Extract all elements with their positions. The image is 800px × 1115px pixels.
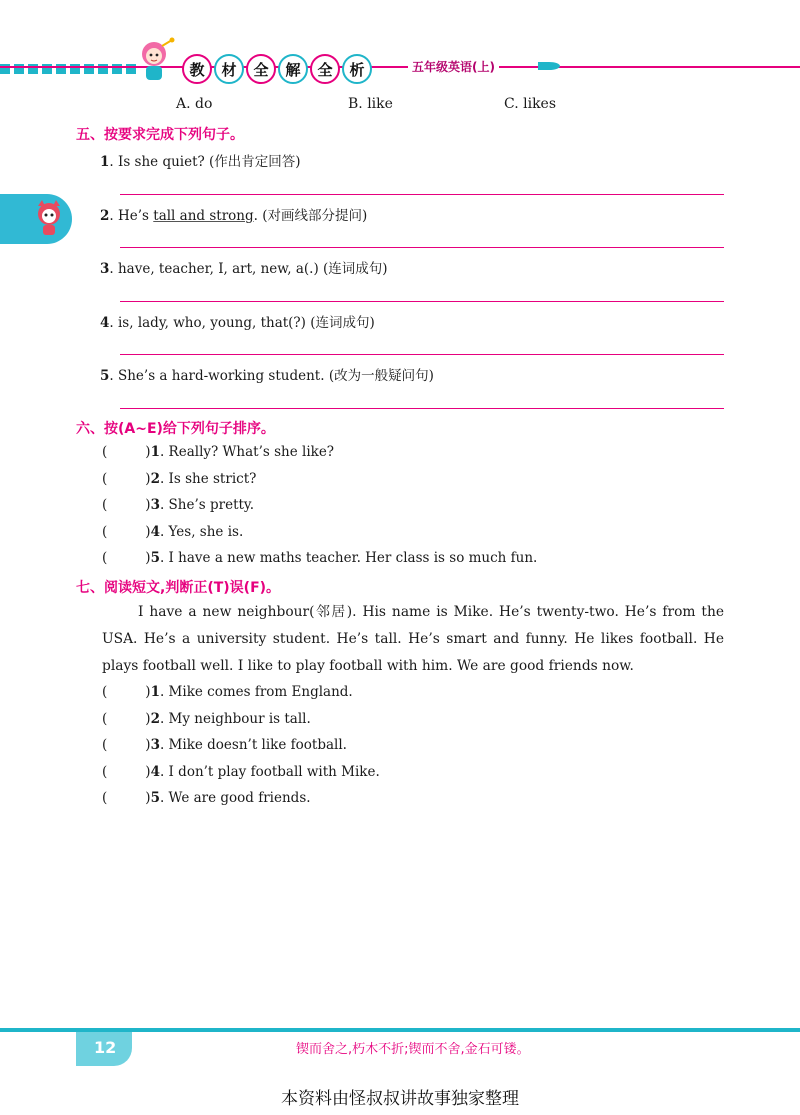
cat-mascot-icon — [34, 198, 64, 236]
s6-item-1: ( )1. Really? What’s she like? — [102, 444, 335, 460]
s5-question-2: 2. He’s tall and strong. (对画线部分提问) — [100, 208, 368, 224]
s6-item-2: ( )2. Is she strict? — [102, 471, 257, 487]
title-char: 解 — [278, 54, 308, 84]
s7-item-5: ( )5. We are good friends. — [102, 790, 311, 806]
answer-line[interactable] — [120, 194, 724, 195]
title-char: 全 — [310, 54, 340, 84]
answer-line[interactable] — [120, 247, 724, 248]
s7-item-2: ( )2. My neighbour is tall. — [102, 711, 311, 727]
pencil-decor-icon — [538, 62, 560, 70]
title-char: 材 — [214, 54, 244, 84]
section-5-title: 五、按要求完成下列句子。 — [76, 127, 244, 143]
option-b: B. like — [348, 96, 393, 112]
header-rule — [0, 66, 800, 68]
title-char: 全 — [246, 54, 276, 84]
reading-passage: I have a new neighbour(邻居). His name is Mike. He’s twenty-two. He’s from the USA. He’s a university student. He’s tall. He’s smart and funny. He likes football. He plays football well. I like to play football with him. We are good friends now. — [102, 604, 724, 674]
page-header — [0, 36, 800, 96]
s6-item-4: ( )4. Yes, she is. — [102, 524, 244, 540]
section-7-title: 七、阅读短文,判断正(T)误(F)。 — [76, 580, 281, 596]
credit-line: 本资料由怪叔叔讲故事独家整理 — [281, 1089, 519, 1109]
s5-question-4: 4. is, lady, who, young, that(?) (连词成句) — [100, 315, 375, 331]
section-6-title: 六、按(A~E)给下列句子排序。 — [76, 421, 275, 437]
book-title — [182, 54, 372, 84]
answer-line[interactable] — [120, 354, 724, 355]
s5-question-3: 3. have, teacher, I, art, new, a(.) (连词成句) — [100, 261, 388, 277]
s7-item-4: ( )4. I don’t play football with Mike. — [102, 764, 380, 780]
option-a: A. do — [176, 96, 213, 112]
answer-line[interactable] — [120, 408, 724, 409]
grade-label: 五年级英语(上) — [408, 58, 499, 75]
s5-question-1: 1. Is she quiet? (作出肯定回答) — [100, 154, 301, 170]
s5-question-5: 5. She’s a hard-working student. (改为一般疑问句) — [100, 368, 434, 384]
mascot-girl-icon — [132, 36, 178, 84]
underlined-phrase: tall and strong — [153, 208, 254, 224]
answer-line[interactable] — [120, 301, 724, 302]
s7-item-1: ( )1. Mike comes from England. — [102, 684, 353, 700]
title-char: 教 — [182, 54, 212, 84]
s6-item-5: ( )5. I have a new maths teacher. Her class is so much fun. — [102, 550, 538, 566]
s6-item-3: ( )3. She’s pretty. — [102, 497, 255, 513]
page-number: 12 — [94, 1038, 117, 1057]
title-char: 析 — [342, 54, 372, 84]
footer-motto: 锲而舍之,朽木不折;锲而不舍,金石可镂。 — [296, 1042, 530, 1057]
s7-item-3: ( )3. Mike doesn’t like football. — [102, 737, 347, 753]
option-c: C. likes — [504, 96, 557, 112]
